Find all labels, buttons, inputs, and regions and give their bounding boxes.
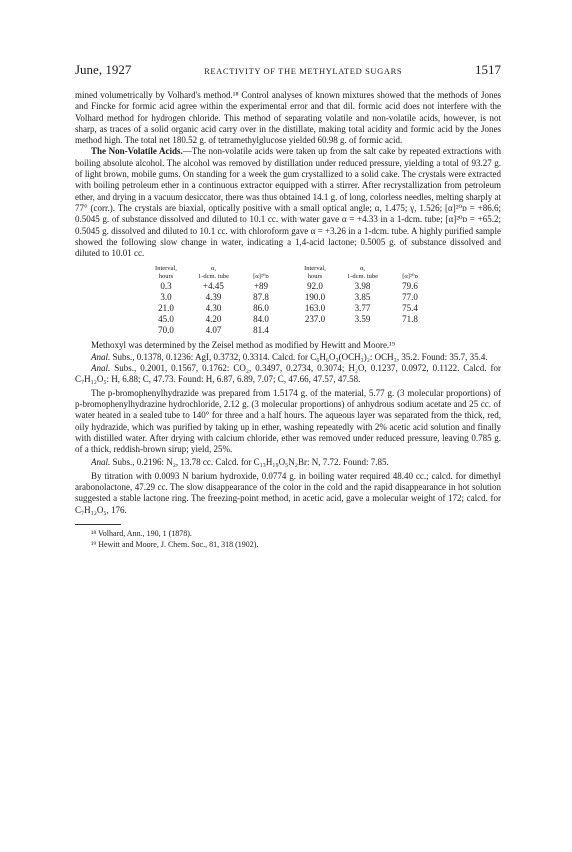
table-cell: 3.0	[160, 292, 172, 303]
column-alpha-right	[347, 262, 378, 336]
table-cell: 163.0	[304, 303, 326, 314]
analysis-methoxyl	[75, 352, 501, 363]
column-interval-right	[301, 262, 329, 336]
table-cell: 87.8	[253, 292, 269, 303]
header-interval-line1: Interval,	[304, 265, 326, 273]
header-date: June, 1927	[75, 62, 132, 77]
header-rotation: [α]²⁰ᴅ	[402, 272, 418, 280]
paragraph-volhard: mined volumetrically by Volhard's method.¹⁸ Control analyses of known mixtures showed that the methods of Jones and Fincke for formic acid agree within the experimental error and that dil. formic acid does not interfere with the Volhard method for hydrogen chloride. This method of separating volatile and non-volatile acids, however, is not sharp, as traces of a solid organic acid carry over in the distillate, making total acidity and formic acid by the Jones method high. The total net 180.52 g. of tetramethylglucose yielded 60.98 g. of formic acid.	[75, 90, 501, 146]
table-cell: 4.07	[205, 325, 222, 336]
table-cell: 70.0	[158, 325, 174, 336]
column-alpha-left	[198, 262, 229, 336]
table-cell: 45.0	[158, 314, 174, 325]
paragraph-hydrazide: The p-bromophenylhydrazide was prepared from 1.5174 g. of the material, 5.77 g. (3 molecular proportions) of p-bromophenylhydrazine hydrochloride, 2.12 g. (3 molecular proportions) of anhydrous sodium acetate and 25 cc. of water heated in a sealed tube to 140° for three and a half hours. The aqueous layer was separated from the thick, red, oily hydrazide, which was purified by taking up in ether, washing repeatedly with 2% acetic acid solution and finally with distilled water. After drying with calcium chloride, ether was removed under reduced pressure, leaving 0.785 g. of a thick, reddish-brown sirup; yield, 25%.	[75, 387, 501, 455]
footnote-19: ¹⁹ Hewitt and Moore, J. Chem. Soc., 81, 318 (1902).	[91, 539, 259, 549]
rotation-table-left	[152, 262, 275, 336]
header-alpha-right	[347, 262, 378, 280]
section-heading-non-volatile-acids: The Non-Volatile Acids.	[91, 146, 183, 157]
table-cell: 237.0	[304, 314, 326, 325]
table-cell: 71.8	[402, 314, 418, 325]
analysis-nitrogen	[75, 457, 501, 468]
table-cell: 79.6	[402, 281, 418, 292]
header-alpha-line2: 1-dcm. tube	[197, 272, 229, 280]
table-cell: 21.0	[158, 303, 174, 314]
footnote-18: ¹⁸ Volhard, Ann., 190, 1 (1878).	[91, 528, 192, 538]
column-rotation-left	[247, 262, 275, 336]
header-rotation: [α]²⁰ᴅ	[253, 272, 269, 280]
header-rotation-left	[253, 262, 269, 280]
table-cell: +89	[253, 281, 269, 292]
header-interval-line2: hours	[158, 272, 174, 280]
header-title: REACTIVITY OF THE METHYLATED SUGARS	[204, 66, 403, 76]
table-cell: 81.4	[253, 325, 269, 336]
paragraph-non-volatile-acids	[75, 146, 501, 259]
table-cell: 0.3	[160, 281, 172, 292]
table-cell: 92.0	[307, 281, 323, 292]
table-cell: 77.0	[402, 292, 418, 303]
column-rotation-right	[396, 262, 424, 336]
table-cell: 75.4	[402, 303, 418, 314]
page-number: 1517	[475, 62, 501, 77]
header-interval-line1: Interval,	[155, 265, 177, 273]
table-cell: 84.0	[253, 314, 269, 325]
analysis-combustion-text: Subs., 0.2001, 0.1567, 0.1762: CO₂, 0.3497, 0.2734, 0.3074; H₂O, 0.1237, 0.0972, 0.1122. Calcd. for C₇H₁₂O₅: H, 6.88; C, 47.73. Found: H, 6.87, 6.89, 7.07; C, 47.66, 47.57, 47.58.	[75, 363, 501, 385]
analysis-label: Anal.	[91, 351, 111, 362]
paragraph-methoxyl: Methoxyl was determined by the Zeisel method as modified by Hewitt and Moore.¹⁹	[91, 340, 396, 351]
paragraph-titration: By titration with 0.0093 N barium hydroxide, 0.0774 g. in boiling water required 48.40 cc.; calcd. for dimethyl arabonolactone, 47.29 cc. The slow disappearance of the color in the cold and the rapid disappearance in hot solution suggested a stable lactone ring. The freezing-point method, in acetic acid, gave a molecular weight of 172; calcd. for C₇H₁₂O₅, 176.	[75, 470, 501, 515]
analysis-nitrogen-text: Subs., 0.2196: N₂, 13.78 cc. Calcd. for C₁₃H₁₉O₅N₂Br: N, 7.72. Found: 7.85.	[112, 457, 389, 468]
header-rotation-right	[402, 262, 418, 280]
table-cell: 3.77	[354, 303, 371, 314]
table-cell: 190.0	[304, 292, 326, 303]
table-cell: 4.30	[205, 303, 222, 314]
table-cell: 3.59	[354, 314, 371, 325]
analysis-combustion	[75, 363, 501, 386]
table-cell: 3.85	[354, 292, 371, 303]
analysis-label: Anal.	[91, 363, 111, 374]
header-alpha-left	[198, 262, 229, 280]
analysis-methoxyl-text: Subs., 0.1378, 0.1236: AgI, 0.3732, 0.3314. Calcd. for C₆H₆O₃(OCH₃)₂: OCH₃, 35.2. Found: 35.7, 35.4.	[112, 351, 488, 362]
header-alpha-line2: 1-dcm. tube	[347, 272, 379, 280]
analysis-label: Anal.	[91, 457, 111, 468]
page-header	[75, 62, 501, 78]
table-cell: 86.0	[253, 303, 269, 314]
table-cell: +4.45	[203, 281, 224, 292]
header-interval-left	[155, 262, 177, 280]
footnote-divider	[75, 524, 121, 525]
header-alpha-line1: α,	[360, 265, 366, 273]
header-interval-right	[304, 262, 326, 280]
rotation-table	[75, 262, 501, 336]
header-alpha-line1: α,	[210, 265, 216, 273]
table-cell: 4.20	[205, 314, 222, 325]
rotation-table-right	[301, 262, 424, 336]
paragraph-non-volatile-acids-body: —The non-volatile acids were taken up from the salt cake by repeated extractions with boiling absolute alcohol. The alcohol was removed by distillation under reduced pressure, yielding a total of 93.27 g. of light brown, mobile gums. On standing for a week the gum crystallized to a solid cake. The crystals were extracted with boiling petroleum ether in a continuous extractor equipped with a stirrer. After recrystallization from petroleum ether, and drying in a vacuum desiccator, there was thus obtained 14.1 g. of long, colorless needles, melting sharply at 77° (corr.). The crystals are biaxial, optically positive with a small optical angle; α, 1.475; γ, 1.526; [α]²⁰ᴅ = +86.6; 0.5045 g. of substance dissolved and diluted to 10.1 cc. with water gave α = +4.33 in a 1-dcm. tube; [α]²⁰ᴅ = +65.2; 0.5045 g. dissolved and diluted to 10.1 cc. with chloroform gave α = +3.26 in a 1-dcm. tube. A highly purified sample showed the following slow change in water, indicating a 1,4-acid lactone; 0.5005 g. of substance dissolved and diluted to 10.01 cc.	[75, 146, 501, 259]
header-interval-line2: hours	[307, 272, 323, 280]
table-cell: 3.98	[354, 281, 371, 292]
column-interval-left	[152, 262, 180, 336]
table-cell: 4.39	[205, 292, 222, 303]
journal-page	[75, 62, 501, 550]
